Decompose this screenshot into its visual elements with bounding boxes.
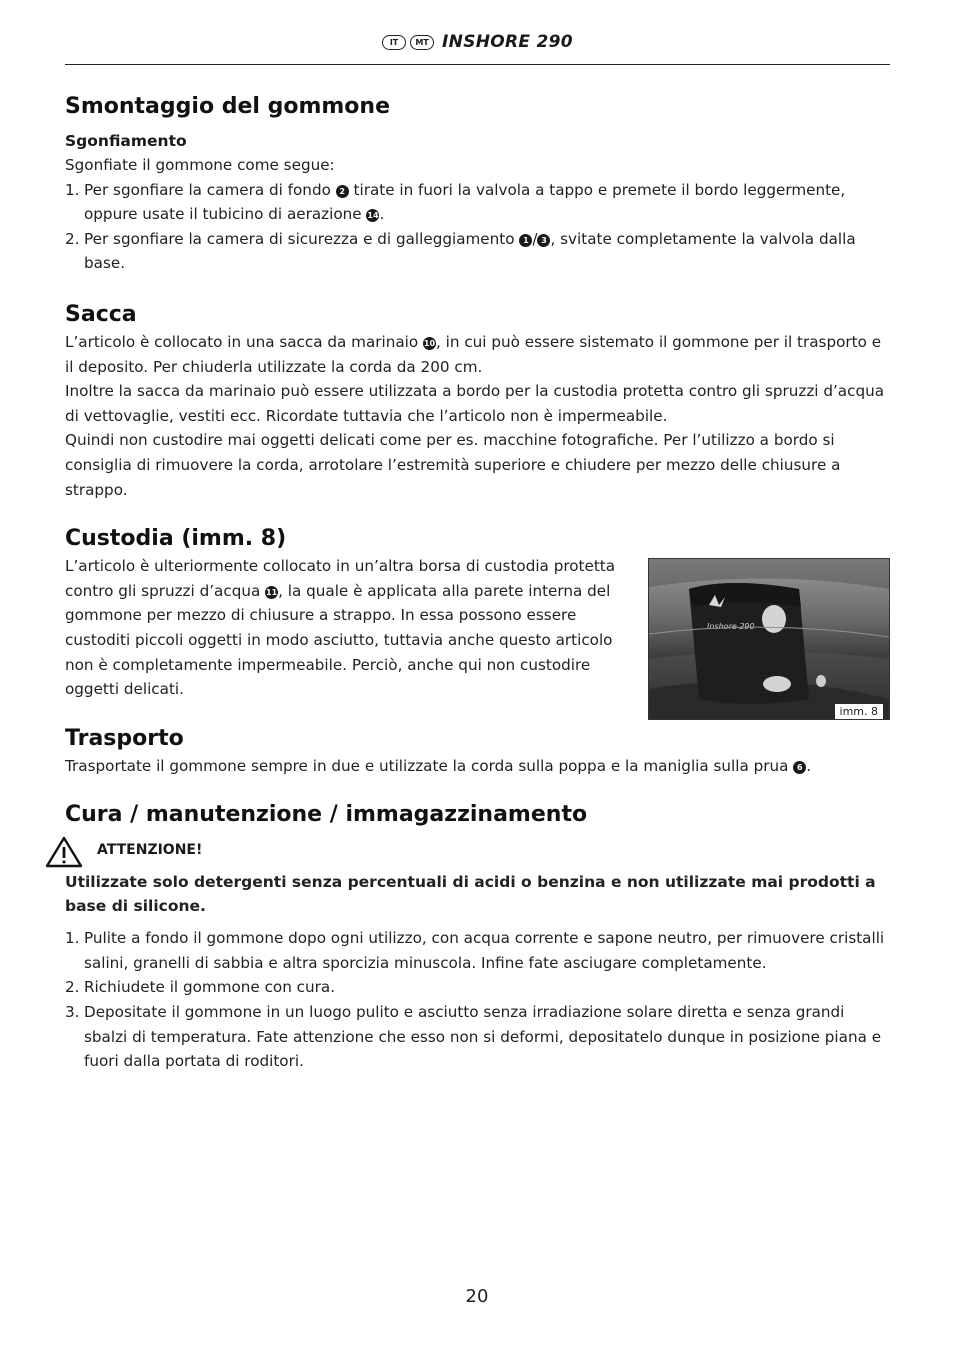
list-text: Pulite a fondo il gommone dopo ogni utilizzo, con acqua corrente e sapone neutro, per rimuovere cristalli salini, granelli di sabbia e altra sporcizia minuscola. Infine fate asciugare completamente. xyxy=(84,929,885,972)
list-text: Per sgonfiare la camera di sicurezza e di galleggiamento xyxy=(84,229,520,248)
page-number: 20 xyxy=(465,1286,489,1307)
ref-number-icon: 1 xyxy=(519,234,532,247)
list-number: 1. xyxy=(65,180,80,199)
section-title-smontaggio: Smontaggio del gommone xyxy=(65,94,390,119)
list-number: 1. xyxy=(65,929,80,948)
list-text: Per sgonfiare la camera di fondo xyxy=(84,180,336,199)
ref-number-icon: 6 xyxy=(793,761,806,774)
storage-bag-photo xyxy=(649,559,889,719)
bag-brand-text: Inshore 290 xyxy=(707,622,755,632)
list-number: 3. xyxy=(65,1003,80,1022)
subtitle-sgonfiamento: Sgonfiamento xyxy=(65,132,187,150)
sacca-paragraph-2: Inoltre la sacca da marinaio può essere utilizzata a bordo per la custodia protetta contro gli spruzzi d’acqua di vettovaglie, vestiti ecc. Ricordate tuttavia che l’articolo non è impermeabile. xyxy=(65,382,885,425)
section-trasporto xyxy=(65,724,890,779)
list-item xyxy=(65,227,890,276)
page-header xyxy=(65,28,890,65)
sgonfiamento-intro: Sgonfiate il gommone come segue: xyxy=(65,156,335,174)
header-inner xyxy=(65,32,890,52)
list-item xyxy=(65,178,890,227)
list-text: / xyxy=(532,229,538,248)
ref-number-icon: 11 xyxy=(266,587,278,597)
list-text: , svitate completamente la valvola dalla base. xyxy=(84,229,856,273)
paragraph-text: L’articolo è collocato in una sacca da marinaio xyxy=(65,332,423,351)
paragraph-text: Trasportate il gommone sempre in due e utilizzate la corda sulla poppa e la maniglia sulla prua xyxy=(65,756,794,775)
paragraph-text: . xyxy=(806,756,812,775)
list-number: 2. xyxy=(65,978,80,997)
ref-number-icon: 3 xyxy=(537,234,550,247)
warning-text: Utilizzate solo detergenti senza percentuali di acidi o benzina e non utilizzate mai prodotti a base di silicone. xyxy=(65,873,876,916)
list-item xyxy=(65,1000,890,1074)
trasporto-paragraph xyxy=(65,754,890,779)
section-cura xyxy=(65,800,890,1074)
ref-number-icon: 2 xyxy=(336,185,349,198)
language-badge-mt: MT xyxy=(410,35,434,50)
section-sacca xyxy=(65,300,890,502)
ref-number-icon: 10 xyxy=(423,338,436,348)
section-smontaggio xyxy=(65,92,890,276)
model-name: INSHORE 290 xyxy=(442,32,573,52)
figure-caption: imm. 8 xyxy=(835,704,883,719)
warning-row xyxy=(65,834,890,868)
ref-number-icon: 14 xyxy=(367,211,379,221)
paragraph-text: , la quale è applicata alla parete interna del gommone per mezzo di chiusure a strappo. In essa possono essere custoditi piccoli oggetti in modo asciutto, tuttavia anche questo articolo non è completamente impermeabile. Perciò, anche qui non custodire oggetti delicati. xyxy=(65,581,613,699)
list-text: . xyxy=(379,205,385,224)
page-content xyxy=(65,92,890,1074)
section-title-cura: Cura / manutenzione / immagazzinamento xyxy=(65,802,588,828)
list-item xyxy=(65,975,890,1000)
paragraph-text: L’articolo è ulteriormente collocato in un’altra borsa di custodia protetta contro gli spruzzi d’acqua xyxy=(65,557,616,600)
sgonfiamento-list xyxy=(65,178,890,276)
list-number: 2. xyxy=(65,229,80,248)
list-item xyxy=(65,926,890,975)
cura-list xyxy=(65,926,890,1074)
section-title-custodia: Custodia (imm. 8) xyxy=(65,526,287,552)
custodia-paragraph xyxy=(65,554,625,702)
warning-label: ATTENZIONE! xyxy=(97,842,203,859)
sacca-paragraph-1 xyxy=(65,330,890,379)
section-custodia xyxy=(65,524,890,719)
warning-triangle-icon xyxy=(45,836,83,872)
sacca-paragraph-3: Quindi non custodire mai oggetti delicati come per es. macchine fotografiche. Per l’utilizzo a bordo si consiglia di rimuovere la corda, arrotolare l’estremità superiore e chiudere per mezzo delle chiusure a strappo. xyxy=(65,431,841,499)
section-title-trasporto: Trasporto xyxy=(65,725,184,751)
list-text: Depositate il gommone in un luogo pulito e asciutto senza irradiazione solare diretta e senza grandi sbalzi di temperatura. Fate attenzione che esso non si deformi, depositatelo dunque in posizione piana e fuori dalla portata di roditori. xyxy=(84,1003,882,1071)
section-title-sacca: Sacca xyxy=(65,301,137,327)
figure-imm-8 xyxy=(648,558,890,720)
paragraph-text: , in cui può essere sistemato il gommone per il trasporto e il deposito. Per chiuderla utilizzate la corda da 200 cm. xyxy=(65,332,882,376)
list-text: tirate in fuori la valvola a tappo e premete il bordo leggermente, oppure usate il tubicino di aerazione xyxy=(84,180,846,224)
language-badge-it: IT xyxy=(382,35,406,50)
list-text: Richiudete il gommone con cura. xyxy=(84,978,336,997)
